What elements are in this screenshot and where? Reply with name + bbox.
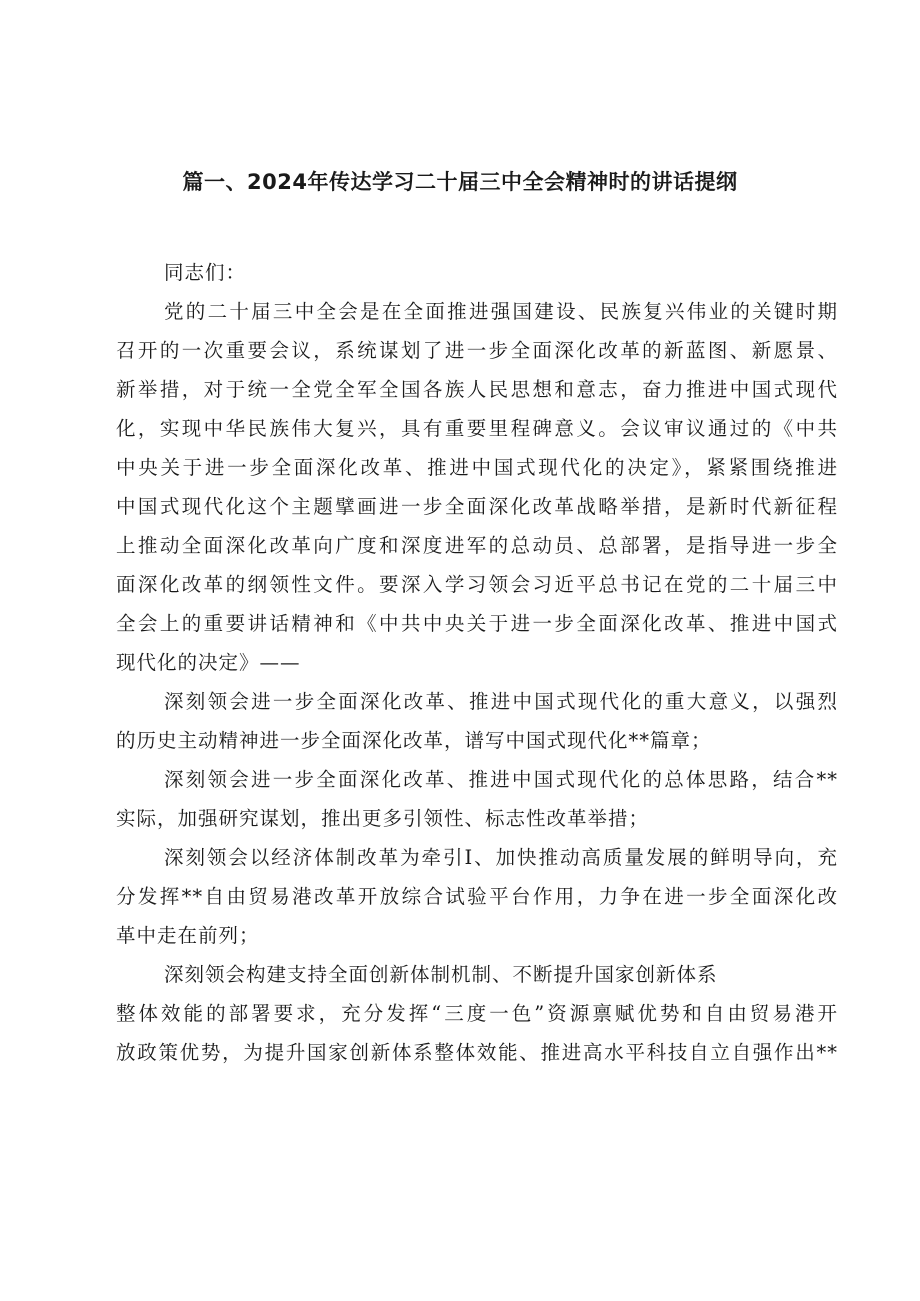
paragraph-economic-reform [116,838,838,955]
paragraph-line: 分发挥**自由贸易港改革开放综合试验平台作用，力争在进一步全面深化改 [116,885,838,908]
document-body [116,253,838,1072]
document-title: 篇一、2024年传达学习二十届三中全会精神时的讲话提纲 [182,170,738,194]
salutation: 同志们： [164,261,247,284]
paragraph-line: 中国式现代化这个主题擘画进一步全面深化改革战略举措，是新时代新征程 [116,495,838,518]
paragraph-line: 革中走在前列； [116,924,260,947]
paragraph-significance [116,682,838,760]
paragraph-line: 现代化的决定》—— [116,651,301,674]
paragraph-line: 面深化改革的纲领性文件。要深入学习领会习近平总书记在党的二十届三中 [116,573,838,596]
paragraph-line: 上推动全面深化改革向广度和深度进军的总动员、总部署，是指导进一步全 [116,534,838,557]
paragraph-line: 的历史主动精神进一步全面深化改革，谱写中国式现代化**篇章； [116,729,712,752]
paragraph-intro [116,292,838,682]
paragraph-line: 整体效能的部署要求，充分发挥“三度一色”资源禀赋优势和自由贸易港开 [116,1002,838,1025]
paragraph-line: 深刻领会以经济体制改革为牵引I、加快推动高质量发展的鲜明导向，充 [164,846,838,869]
paragraph-line: 中央关于进一步全面深化改革、推进中国式现代化的决定》，紧紧围绕推进 [116,456,838,479]
paragraph-line: 深刻领会进一步全面深化改革、推进中国式现代化的总体思路，结合** [164,768,838,791]
paragraph-line: 实际，加强研究谋划，推出更多引领性、标志性改革举措； [116,807,650,830]
paragraph-line: 放政策优势，为提升国家创新体系整体效能、推进高水平科技自立自强作出** [116,1041,838,1064]
paragraph-line: 新举措，对于统一全党全军全国各族人民思想和意志，奋力推进中国式现代 [116,378,838,401]
paragraph-line: 深刻领会进一步全面深化改革、推进中国式现代化的重大意义，以强烈 [164,690,838,713]
salutation-paragraph [116,253,838,292]
paragraph-line: 全会上的重要讲话精神和《中共中央关于进一步全面深化改革、推进中国式 [116,612,838,635]
paragraph-overall-approach [116,760,838,838]
paragraph-line: 深刻领会构建支持全面创新体制机制、不断提升国家创新体系 [164,963,718,986]
paragraph-line: 党的二十届三中全会是在全面推进强国建设、民族复兴伟业的关键时期 [164,300,838,323]
paragraph-innovation [116,955,838,1072]
paragraph-line: 召开的一次重要会议，系统谋划了进一步全面深化改革的新蓝图、新愿景、 [116,339,838,362]
paragraph-line: 化，实现中华民族伟大复兴，具有重要里程碑意义。会议审议通过的《中共 [116,417,838,440]
